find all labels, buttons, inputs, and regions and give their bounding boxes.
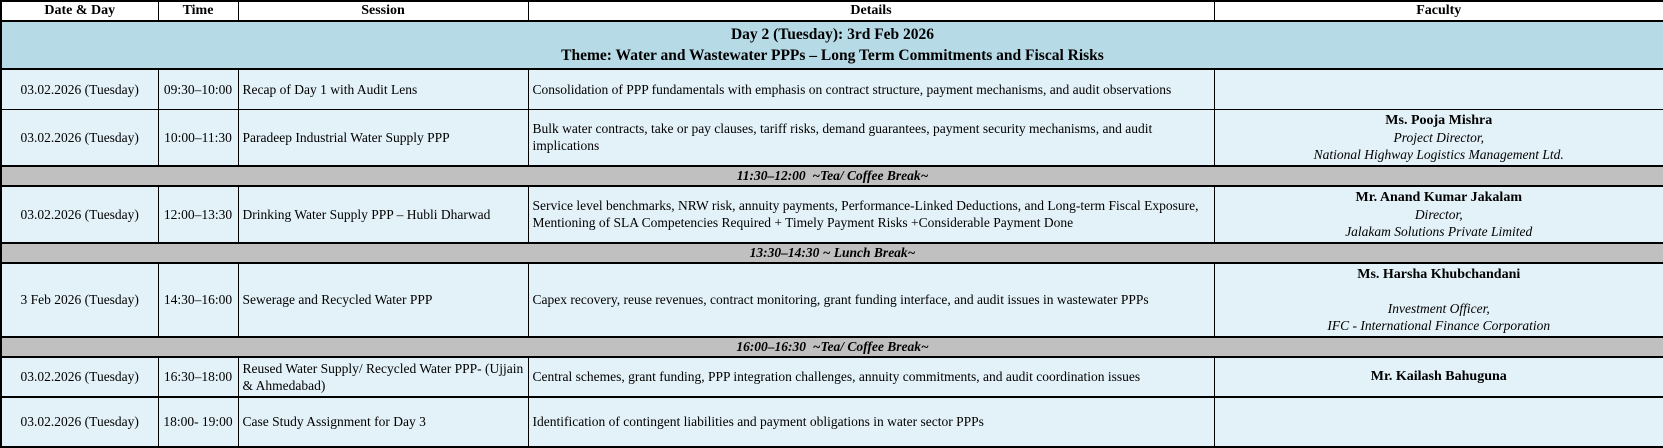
time-cell: 18:00- 19:00 <box>158 397 238 447</box>
session-cell: Recap of Day 1 with Audit Lens <box>238 69 528 109</box>
faculty-cell <box>1214 397 1663 447</box>
break-cell: 16:00–16:30 ~Tea/ Coffee Break~ <box>1 337 1663 357</box>
faculty-cell <box>1214 69 1663 109</box>
session-cell: Drinking Water Supply PPP – Hubli Dharwad <box>238 186 528 243</box>
faculty-cell <box>1214 263 1663 337</box>
faculty-cell <box>1214 357 1663 397</box>
details-cell: Central schemes, grant funding, PPP integration challenges, annuity commitments, and audit coordination issues <box>528 357 1214 397</box>
session-cell: Paradeep Industrial Water Supply PPP <box>238 109 528 166</box>
day-header-row <box>1 21 1663 69</box>
session-cell: Case Study Assignment for Day 3 <box>238 397 528 447</box>
session-row-hubli <box>1 186 1663 243</box>
date-cell: 03.02.2026 (Tuesday) <box>1 186 158 243</box>
faculty-cell <box>1214 109 1663 166</box>
faculty-cell <box>1214 186 1663 243</box>
session-cell: Sewerage and Recycled Water PPP <box>238 263 528 337</box>
col-header-faculty: Faculty <box>1214 1 1663 21</box>
col-header-session: Session <box>238 1 528 21</box>
time-cell: 10:00–11:30 <box>158 109 238 166</box>
col-header-details: Details <box>528 1 1214 21</box>
faculty-org: National Highway Logistics Management Ltd. <box>1313 146 1564 162</box>
day-header-cell <box>1 21 1663 69</box>
date-cell: 03.02.2026 (Tuesday) <box>1 109 158 166</box>
time-cell: 14:30–16:00 <box>158 263 238 337</box>
faculty-org: Jalakam Solutions Private Limited <box>1345 223 1533 239</box>
faculty-name: Mr. Anand Kumar Jakalam <box>1355 189 1522 205</box>
col-header-date: Date & Day <box>1 1 158 21</box>
faculty-title: Director, <box>1414 206 1463 222</box>
faculty-name: Ms. Harsha Khubchandani <box>1357 266 1521 282</box>
session-row-paradeep <box>1 109 1663 166</box>
details-cell: Capex recovery, reuse revenues, contract monitoring, grant funding interface, and audit issues in wastewater PPPs <box>528 263 1214 337</box>
details-cell: Identification of contingent liabilities and payment obligations in water sector PPPs <box>528 397 1214 447</box>
details-cell: Bulk water contracts, take or pay clauses, tariff risks, demand guarantees, payment security mechanisms, and audit implications <box>528 109 1214 166</box>
break-row-tea-morning <box>1 166 1663 186</box>
date-cell: 03.02.2026 (Tuesday) <box>1 357 158 397</box>
faculty-name: Mr. Kailash Bahuguna <box>1370 369 1507 384</box>
details-cell: Service level benchmarks, NRW risk, annuity payments, Performance-Linked Deductions, and Long-term Fiscal Exposure, Mentioning of SLA Competencies Required + Timely Payment Risks +Considerable Payment Done <box>528 186 1214 243</box>
time-cell: 16:30–18:00 <box>158 357 238 397</box>
session-row-sewerage <box>1 263 1663 337</box>
break-cell: 13:30–14:30 ~ Lunch Break~ <box>1 243 1663 263</box>
time-cell: 09:30–10:00 <box>158 69 238 109</box>
session-row-reused-water <box>1 357 1663 397</box>
day-title: Day 2 (Tuesday): 3rd Feb 2026 <box>730 26 935 43</box>
date-cell: 03.02.2026 (Tuesday) <box>1 397 158 447</box>
session-row-recap <box>1 69 1663 109</box>
date-cell: 03.02.2026 (Tuesday) <box>1 69 158 109</box>
faculty-org: IFC - International Finance Corporation <box>1327 317 1551 333</box>
faculty-name: Ms. Pooja Mishra <box>1385 112 1493 128</box>
day-theme: Theme: Water and Wastewater PPPs – Long Term Commitments and Fiscal Risks <box>561 47 1104 64</box>
break-row-tea-evening <box>1 337 1663 357</box>
time-cell: 12:00–13:30 <box>158 186 238 243</box>
date-cell: 3 Feb 2026 (Tuesday) <box>1 263 158 337</box>
break-row-lunch <box>1 243 1663 263</box>
session-cell: Reused Water Supply/ Recycled Water PPP- (Ujjain & Ahmedabad) <box>238 357 528 397</box>
details-cell: Consolidation of PPP fundamentals with emphasis on contract structure, payment mechanisms, and audit observations <box>528 69 1214 109</box>
session-row-case-study <box>1 397 1663 447</box>
faculty-title: Project Director, <box>1393 129 1484 145</box>
break-cell: 11:30–12:00 ~Tea/ Coffee Break~ <box>1 166 1663 186</box>
column-header-row <box>1 1 1663 21</box>
col-header-time: Time <box>158 1 238 21</box>
faculty-title: Investment Officer, <box>1387 300 1490 316</box>
